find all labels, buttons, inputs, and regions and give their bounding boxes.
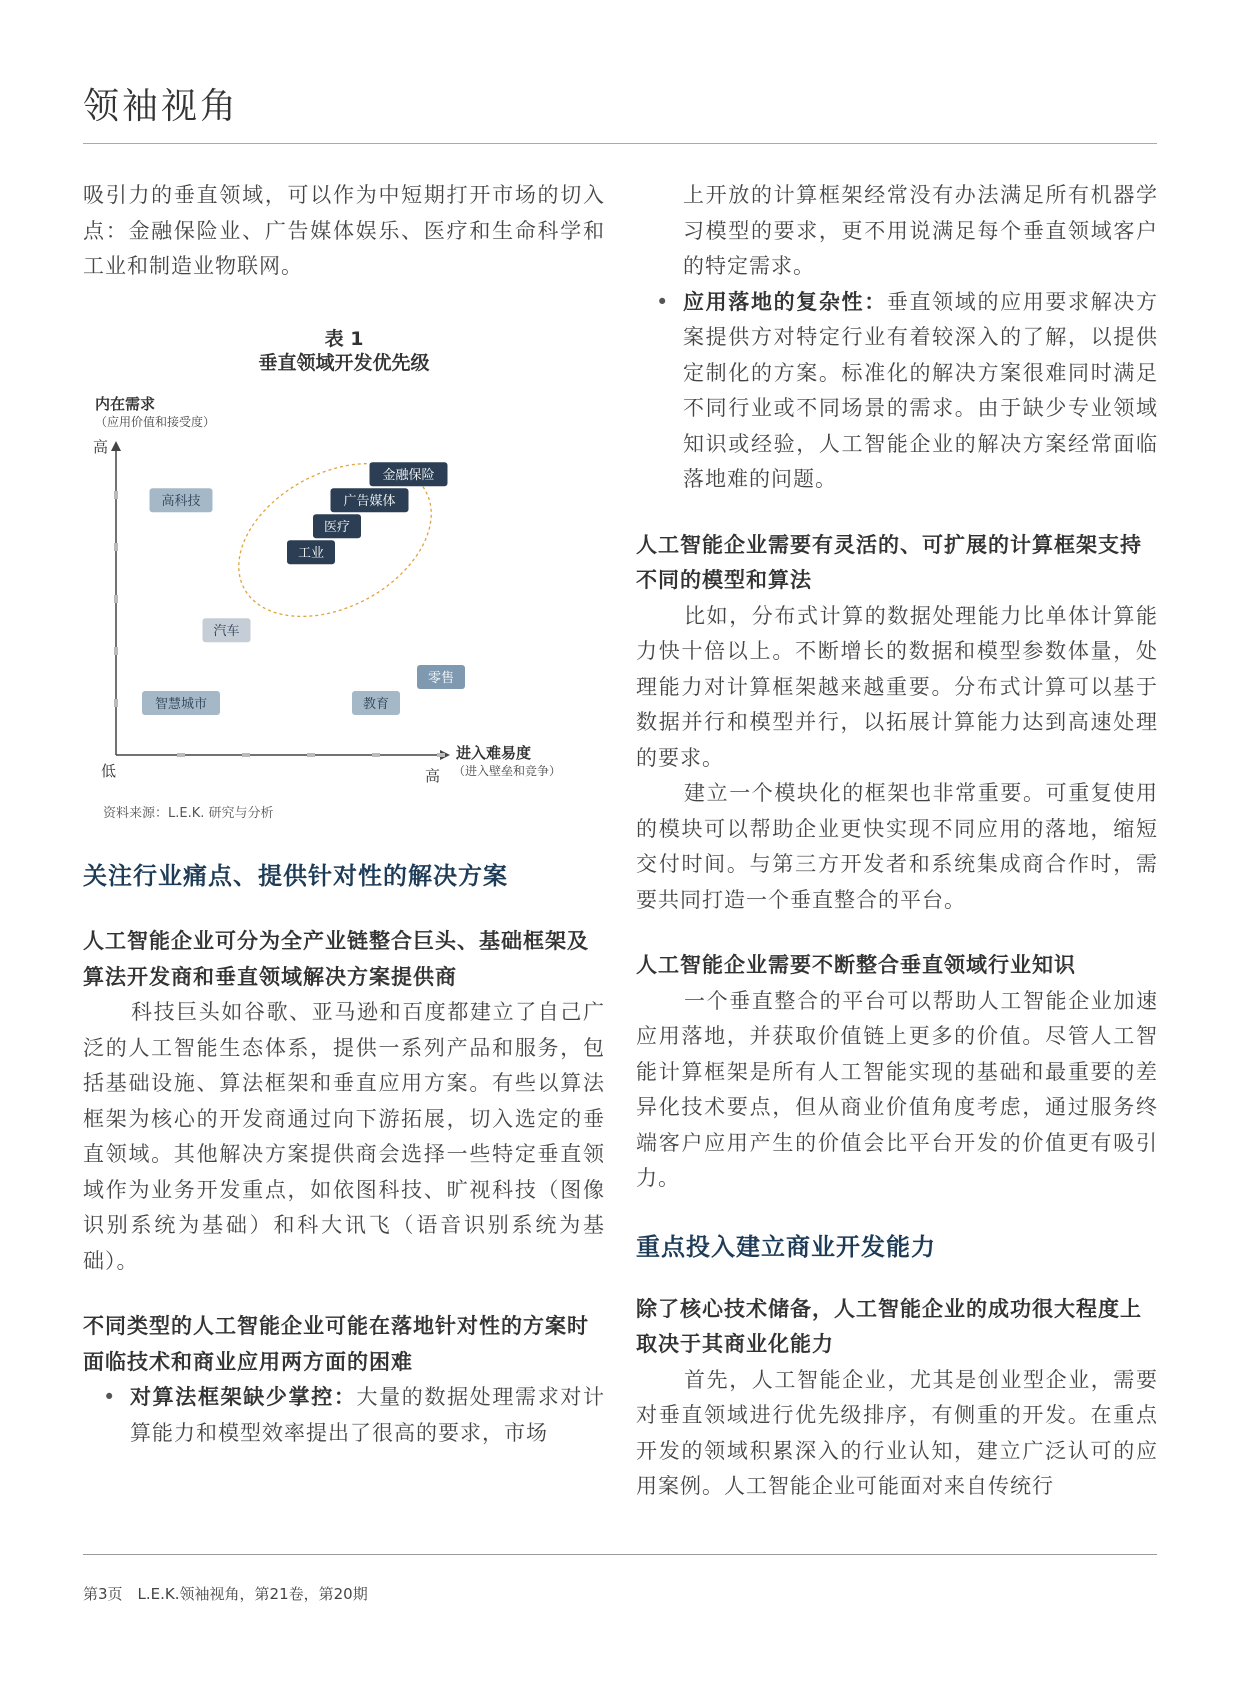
y-axis-label: 内在需求 <box>95 396 156 413</box>
footer-text: 第3页 L.E.K.领袖视角，第21卷，第20期 <box>83 1585 368 1603</box>
section-heading-commercial: 重点投入建立商业开发能力 <box>636 1232 936 1261</box>
chart-point-label: 金融保险 <box>382 467 435 483</box>
chart-point-label: 汽车 <box>213 623 240 639</box>
y-axis-sublabel: （应用价值和接受度） <box>95 415 216 429</box>
bullet-dot: • <box>103 1385 117 1409</box>
bullet-app-complexity <box>636 285 1158 498</box>
paragraph-tech-giants: 科技巨头如谷歌、亚马逊和百度都建立了自己广泛的人工智能生态体系，提供一系列产品和服务，包括基础设施、算法框架和垂直应用方案。有些以算法框架为核心的开发商通过向下游拓展，切入选定的垂直领域。其他解决方案提供商会选择一些特定垂直领域作为业务开发重点，如依图科技、旷视科技（图像识别系统为基础）和科大讯飞（语音识别系统为基础）。 <box>83 1000 605 1273</box>
subheading-commercialization: 除了核心技术储备，人工智能企业的成功很大程度上取决于其商业化能力 <box>636 1296 1142 1356</box>
x-tick <box>372 753 380 757</box>
bullet-label: 对算法框架缺少掌控： <box>130 1385 357 1409</box>
bullet-algorithm-control <box>83 1380 605 1451</box>
x-axis-label: 进入难易度 <box>456 745 532 762</box>
chart-point-label: 零售 <box>427 670 455 685</box>
paragraph-modular-framework: 建立一个模块化的框架也非常重要。可重复使用的模块可以帮助企业更快实现不同应用的落地，缩短交付时间。与第三方开发者和系统集成商合作时，需要共同打造一个垂直整合的平台。 <box>636 781 1158 912</box>
x-tick <box>177 753 185 757</box>
figure-title: 垂直领域开发优先级 <box>258 352 430 374</box>
chart-point-label: 广告媒体 <box>343 493 396 509</box>
y-tick <box>114 647 118 655</box>
paragraph-prioritization: 首先，人工智能企业，尤其是创业型企业，需要对垂直领域进行优先级排序，有侧重的开发。在重点开发的领域积累深入的行业认知，建立广泛认可的应用案例。人工智能企业可能面对来自传统行 <box>636 1367 1158 1498</box>
y-tick <box>114 491 118 499</box>
x-tick <box>437 753 445 757</box>
priority-chart <box>83 380 605 820</box>
x-tick <box>242 753 250 757</box>
chart-point-label: 工业 <box>297 545 325 561</box>
figure-number: 表 1 <box>324 328 364 350</box>
figure-source: 资料来源：L.E.K. 研究与分析 <box>103 806 274 821</box>
axis-ticks <box>114 491 445 757</box>
y-tick <box>114 699 118 707</box>
left-column-top <box>83 178 605 285</box>
chart-point-label: 智慧城市 <box>154 696 208 711</box>
subheading-industry-knowledge: 人工智能企业需要不断整合垂直领域行业知识 <box>636 953 1076 977</box>
paragraph-distributed-computing: 比如，分布式计算的数据处理能力比单体计算能力快十倍以上。不断增长的数据和模型参数体量，处理能力对计算框架越来越重要。分布式计算可以基于数据并行和模型并行，以拓展计算能力达到高速处理的要求。 <box>636 603 1158 770</box>
right-column <box>636 178 1158 1505</box>
x-tick <box>307 753 315 757</box>
chart-points <box>142 462 465 715</box>
chart-point-label: 教育 <box>362 696 390 711</box>
bullet-label: 应用落地的复杂性： <box>683 289 887 314</box>
bullet-continuation: 上开放的计算框架经常没有办法满足所有机器学习模型的要求，更不用说满足每个垂直领域客户的特定需求。 <box>683 183 1158 278</box>
left-column-bottom <box>83 856 605 1451</box>
x-low-label: 低 <box>101 763 117 780</box>
paragraph-vertical-platform: 一个垂直整合的平台可以帮助人工智能企业加速应用落地，并获取价值链上更多的价值。尽管人工智能计算框架是所有人工智能实现的基础和最重要的差异化技术要点，但从商业价值角度考虑，通过服务终端客户应用产生的价值会比平台开发的价值更有吸引力。 <box>636 988 1158 1190</box>
x-high-label: 高 <box>425 768 441 785</box>
y-tick <box>114 543 118 551</box>
section-heading-pain-points: 关注行业痛点、提供针对性的解决方案 <box>83 862 508 890</box>
subheading-flexible-framework: 人工智能企业需要有灵活的、可扩展的计算框架支持不同的模型和算法 <box>636 532 1142 592</box>
y-tick <box>114 595 118 603</box>
subheading-ai-company-types: 人工智能企业可分为全产业链整合巨头、基础框架及算法开发商和垂直领域解决方案提供商 <box>83 929 589 989</box>
bullet-dot: • <box>656 289 670 314</box>
title-divider <box>83 143 1157 144</box>
chart-point-label: 医疗 <box>323 519 351 535</box>
page-title: 领袖视角 <box>83 86 240 127</box>
subheading-difficulties: 不同类型的人工智能企业可能在落地针对性的方案时面临技术和商业应用两方面的困难 <box>83 1314 589 1374</box>
figure <box>83 320 605 830</box>
x-axis-sublabel: （进入壁垒和竞争） <box>453 764 562 778</box>
bullet-text: 垂直领域的应用要求解决方案提供方对特定行业有着较深入的了解，以提供定制化的方案。标准化的解决方案很难同时满足不同行业或不同场景的需求。由于缺少专业领域知识或经验，人工智能企业的解决方案经常面临落地难的问题。 <box>683 289 1159 491</box>
intro-paragraph: 吸引力的垂直领域，可以作为中短期打开市场的切入点：金融保险业、广告媒体娱乐、医疗和生命科学和工业和制造业物联网。 <box>83 183 605 278</box>
bullet-text: 大量的数据处理需求对计算能力和模型效率提出了很高的要求，市场 <box>130 1385 605 1445</box>
chart-point-label: 高科技 <box>161 493 201 509</box>
y-arrow-head <box>111 441 121 451</box>
footer-divider <box>83 1554 1157 1555</box>
y-high-label: 高 <box>93 439 109 456</box>
